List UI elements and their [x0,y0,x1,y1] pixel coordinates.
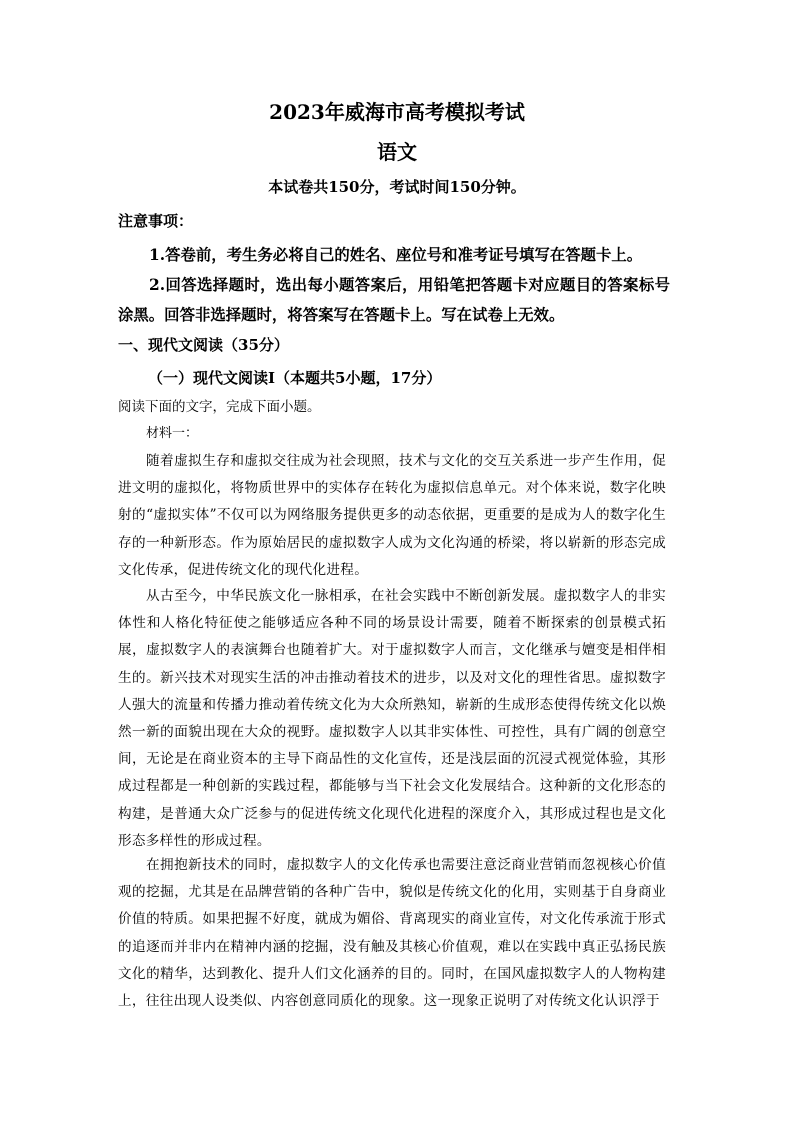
reading-instruction: 阅读下面的文字，完成下面小题。 [118,399,321,415]
notice-heading: 注意事项： [118,212,194,230]
paragraph-3: 在拥抱新技术的同时，虚拟数字人的文化传承也需要注意泛商业营销而忽视核心价值观的挖掘，尤其是在品牌营销的各种广告中，貌似是传统文化的化用，实则基于自身商业价值的特质。如果把握不好度，就成为媚俗、背离现实的商业宣传，对文化传承流于形式的追逐而并非内在精神内涵的挖掘，没有触及其核心价值观，难以在实践中真正弘扬民族文化的精华，达到教化、提升人们文化涵养的目的。同时，在国风虚拟数字人的人物构建上，往往出现人设类似、内容创意同质化的现象。这一现象正说明了对传统文化认识浮于 [118,857,666,1010]
exam-info: 本试卷共150分，考试时间150分钟。 [268,178,526,196]
notice-item-2: 2.回答选择题时，选出每小题答案后，用铅笔把答题卡对应题目的答案标号涂黑。回答非选择题时，将答案写在答题卡上。写在试卷上无效。 [118,276,670,324]
subsection-heading: （一）现代文阅读Ⅰ（本题共5小题，17分） [148,369,442,387]
paragraph-2: 从古至今，中华民族文化一脉相承，在社会实践中不断创新发展。虚拟数字人的非实体性和人格化特征使之能够适应各种不同的场景设计需要，随着不断探索的创景模式拓展，虚拟数字人的表演舞台也随着扩大。对于虚拟数字人而言，文化继承与嬗变是相伴相生的。新兴技术对现实生活的冲击推动着技术的进步，以及对文化的理性省思。虚拟数字人强大的流量和传播力推动着传统文化为大众所熟知，崭新的生成形态使得传统文化以焕然一新的面貌出现在大众的视野。虚拟数字人以其非实体性、可控性，具有广阔的创意空间，无论是在商业资本的主导下商品性的文化宣传，还是浅层面的沉浸式视觉体验，其形成过程都是一种创新的实践过程，都能够与当下社会文化发展结合。这种新的文化形态的构建，是普通大众广泛参与的促进传统文化现代化进程的深度介入，其形成过程也是文化形态多样性的形成过程。 [118,588,666,849]
paragraph-1: 随着虚拟生存和虚拟交往成为社会现照，技术与文化的交互关系进一步产生作用，促进文明的虚拟化，将物质世界中的实体存在转化为虚拟信息单元。对个体来说，数字化映射的“虚拟实体”不仅可以为网络服务提供更多的动态依据，更重要的是成为人的数字化生存的一种新形态。作为原始居民的虚拟数字人成为文化沟通的桥梁，将以崭新的形态完成文化传承，促进传统文化的现代化进程。 [118,453,666,578]
subject-title: 语文 [377,140,417,164]
page-title: 2023年威海市高考模拟考试 [269,100,525,124]
material-label: 材料一： [146,426,199,441]
notice-item-1: 1.答卷前，考生务必将自己的姓名、座位号和准考证号填写在答题卡上。 [149,246,643,264]
section-heading: 一、现代文阅读（35分） [118,336,289,354]
